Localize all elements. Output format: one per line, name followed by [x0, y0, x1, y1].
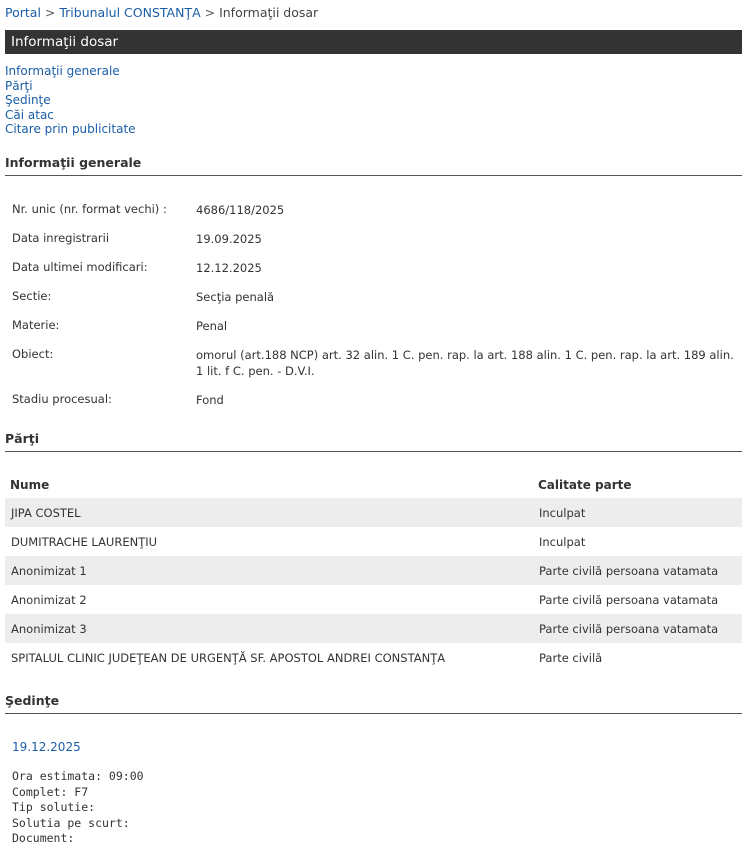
table-row [5, 527, 742, 556]
section-title-parti: Părţi [5, 431, 742, 452]
party-role: Parte civilă persoana vatamata [533, 556, 742, 585]
info-value: 4686/118/2025 [196, 203, 285, 217]
party-name: Anonimizat 1 [5, 556, 533, 585]
party-role: Inculpat [533, 498, 742, 527]
breadcrumb-current: Informaţii dosar [219, 5, 319, 20]
party-role: Parte civilă [539, 650, 603, 665]
sedinta-date: 19.12.2025 [12, 740, 81, 754]
breadcrumb-separator: > [40, 5, 60, 20]
nav-link-cai-atac[interactable]: Căi atac [5, 107, 54, 122]
info-value: Secţia penală [196, 290, 275, 304]
info-value: Fond [196, 393, 224, 407]
info-value: 19.09.2025 [196, 232, 262, 246]
sedinta-complet: Complet: F7 [12, 784, 89, 799]
info-value: Penal [196, 319, 228, 333]
sedinta-document: Document: [12, 831, 75, 845]
party-name: JIPA COSTEL [5, 498, 533, 527]
column-header-calitate-parte: Calitate parte [538, 478, 632, 492]
info-label: Obiect: [12, 347, 54, 361]
column-header-nume: Nume [10, 478, 50, 492]
section-title-sedinte: Şedinţe [5, 693, 742, 714]
info-label: Data ultimei modificari: [12, 260, 148, 274]
info-label: Materie: [12, 318, 60, 332]
page-title-bar [5, 30, 742, 54]
section-nav [5, 64, 136, 137]
table-row [5, 614, 742, 643]
info-label: Data inregistrarii [12, 231, 110, 245]
party-name: Anonimizat 2 [11, 592, 87, 607]
nav-link-citare-publicitate[interactable]: Citare prin publicitate [5, 122, 136, 136]
info-value: 12.12.2025 [196, 261, 262, 275]
breadcrumb-portal-link[interactable]: Portal [5, 5, 41, 20]
party-name: Anonimizat 3 [5, 614, 533, 643]
breadcrumb [5, 5, 318, 20]
party-name: SPITALUL CLINIC JUDEŢEAN DE URGENŢĂ SF. APOSTOL ANDREI CONSTANŢA [11, 650, 446, 665]
table-row [5, 643, 742, 672]
table-row [5, 585, 742, 614]
party-name: DUMITRACHE LAURENŢIU [11, 534, 158, 549]
party-role: Inculpat [539, 534, 586, 549]
sedinta-ora-estimata: Ora estimata: 09:00 [12, 769, 144, 783]
parti-table-header [5, 472, 742, 498]
nav-link-parti[interactable]: Părţi [5, 78, 33, 93]
breadcrumb-court-link[interactable]: Tribunalul CONSTANŢA [59, 5, 201, 20]
sedinta-tip-solutie: Tip solutie: [12, 800, 96, 814]
table-row [5, 498, 742, 527]
party-role: Parte civilă persoana vatamata [533, 614, 742, 643]
info-label: Nr. unic (nr. format vechi) : [12, 202, 167, 216]
info-value: omorul (art.188 NCP) art. 32 alin. 1 C. pen. rap. la art. 188 alin. 1 C. pen. rap. la art. 189 alin. 1 lit. f C. pen. - D.V.I. [196, 348, 734, 378]
breadcrumb-separator: > [200, 5, 220, 20]
sedinta-details [12, 769, 144, 847]
info-label: Sectie: [12, 289, 52, 303]
page-title: Informaţii dosar [11, 34, 119, 50]
info-label: Stadiu procesual: [12, 392, 112, 406]
nav-link-sedinte[interactable]: Şedinţe [5, 93, 51, 107]
section-title-informatii-generale: Informaţii generale [5, 155, 742, 176]
nav-link-informatii-generale[interactable]: Informaţii generale [5, 64, 120, 78]
party-role: Parte civilă persoana vatamata [539, 592, 719, 607]
table-row [5, 556, 742, 585]
parti-table [5, 472, 742, 672]
sedinta-solutia-pe-scurt: Solutia pe scurt: [12, 815, 130, 830]
